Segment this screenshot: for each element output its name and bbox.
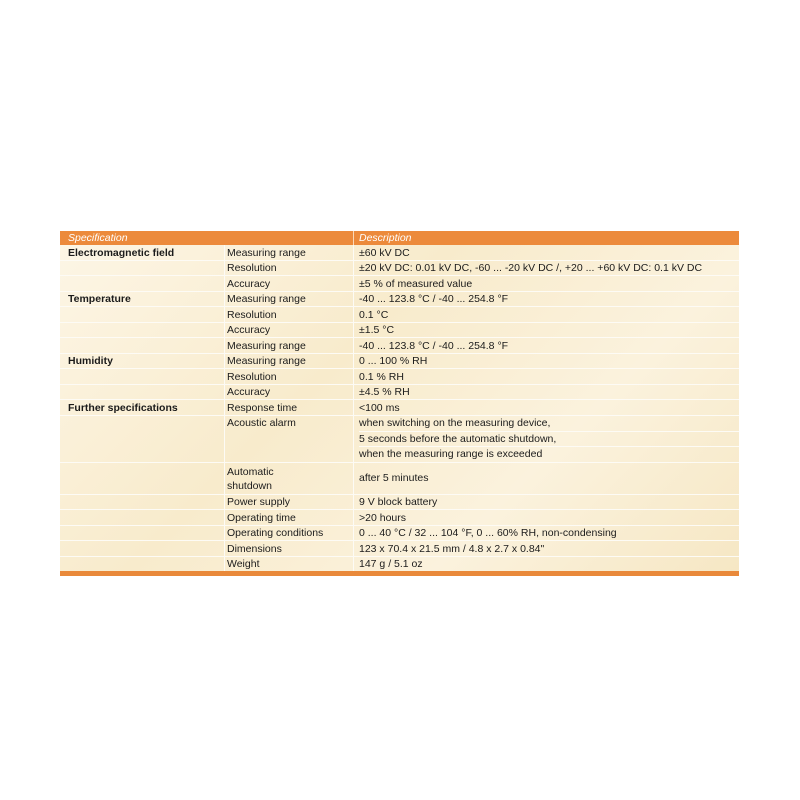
value-cell: 123 x 70.4 x 21.5 mm / 4.8 x 2.7 x 0.84" — [353, 541, 739, 556]
parameter-cell: Weight — [224, 557, 353, 572]
category-cell — [60, 510, 224, 525]
spec-table — [60, 231, 739, 576]
param-line: shutdown — [227, 479, 272, 492]
table-row — [60, 276, 739, 292]
parameter-cell: Measuring range — [224, 338, 353, 353]
category-cell — [60, 526, 224, 541]
parameter-cell: Operating time — [224, 510, 353, 525]
value-cell: -40 ... 123.8 °C / -40 ... 254.8 °F — [353, 338, 739, 353]
value-cell: 0.1 % RH — [353, 369, 739, 384]
category-cell — [60, 385, 224, 400]
value-cell: 0.1 °C — [353, 307, 739, 322]
parameter-cell: Measuring range — [224, 354, 353, 369]
alarm-line: 5 seconds before the automatic shutdown, — [359, 432, 739, 448]
category-cell: Temperature — [68, 293, 131, 305]
header-description: Description — [353, 231, 739, 245]
value-cell: ±1.5 °C — [353, 323, 739, 338]
header-specification: Specification — [68, 232, 128, 244]
alarm-line: when switching on the measuring device, — [359, 416, 739, 432]
value-cell: -40 ... 123.8 °C / -40 ... 254.8 °F — [353, 292, 739, 307]
alarm-line: when the measuring range is exceeded — [359, 448, 543, 460]
parameter-cell: Measuring range — [224, 292, 353, 307]
table-header — [60, 231, 739, 245]
table-row — [60, 338, 739, 354]
category-cell — [60, 416, 224, 462]
parameter-cell: Operating conditions — [224, 526, 353, 541]
category-cell — [60, 261, 224, 276]
value-cell: ±4.5 % RH — [353, 385, 739, 400]
value-cell: 0 ... 40 °C / 32 ... 104 °F, 0 ... 60% RH, non-condensing — [353, 526, 739, 541]
value-cell: ±5 % of measured value — [353, 276, 739, 291]
value-cell: 9 V block battery — [353, 495, 739, 510]
table-row — [60, 245, 739, 261]
value-cell: 0 ... 100 % RH — [353, 354, 739, 369]
value-cell: ±20 kV DC: 0.01 kV DC, -60 ... -20 kV DC /, +20 ... +60 kV DC: 0.1 kV DC — [353, 261, 739, 276]
category-cell: Further specifications — [68, 401, 178, 414]
param-line: Automatic — [227, 465, 274, 478]
parameter-cell: Accuracy — [224, 276, 353, 291]
table-row — [60, 495, 739, 511]
category-cell — [60, 369, 224, 384]
table-row — [60, 541, 739, 557]
table-row — [60, 385, 739, 401]
table-row — [60, 323, 739, 339]
table-row-automatic-shutdown — [60, 463, 739, 495]
value-cell: ±60 kV DC — [353, 245, 739, 260]
category-cell — [60, 338, 224, 353]
value-cell: after 5 minutes — [353, 463, 739, 494]
table-row — [60, 400, 739, 416]
value-cell-multiline — [353, 416, 739, 462]
table-row — [60, 307, 739, 323]
table-row — [60, 557, 739, 572]
category-cell — [60, 495, 224, 510]
table-row — [60, 292, 739, 308]
value-cell: 147 g / 5.1 oz — [353, 557, 739, 572]
table-row — [60, 369, 739, 385]
parameter-cell: Resolution — [224, 307, 353, 322]
category-cell: Electromagnetic field — [68, 246, 175, 259]
table-row — [60, 510, 739, 526]
category-cell — [60, 323, 224, 338]
table-row — [60, 261, 739, 277]
parameter-cell: Dimensions — [224, 541, 353, 556]
table-row — [60, 526, 739, 542]
parameter-cell: Accuracy — [224, 385, 353, 400]
parameter-cell: Accuracy — [224, 323, 353, 338]
table-row — [60, 354, 739, 370]
table-row-acoustic-alarm — [60, 416, 739, 463]
category-cell — [60, 557, 224, 572]
category-cell — [60, 463, 224, 494]
category-cell: Humidity — [68, 355, 113, 367]
parameter-cell — [224, 463, 353, 494]
parameter-cell: Measuring range — [224, 245, 353, 260]
category-cell — [60, 307, 224, 322]
parameter-cell: Resolution — [224, 369, 353, 384]
value-cell: <100 ms — [353, 400, 739, 415]
parameter-cell: Response time — [224, 400, 353, 415]
category-cell — [60, 276, 224, 291]
parameter-cell: Acoustic alarm — [224, 416, 353, 462]
value-cell: >20 hours — [353, 510, 739, 525]
parameter-cell: Power supply — [224, 495, 353, 510]
parameter-cell: Resolution — [224, 261, 353, 276]
category-cell — [60, 541, 224, 556]
